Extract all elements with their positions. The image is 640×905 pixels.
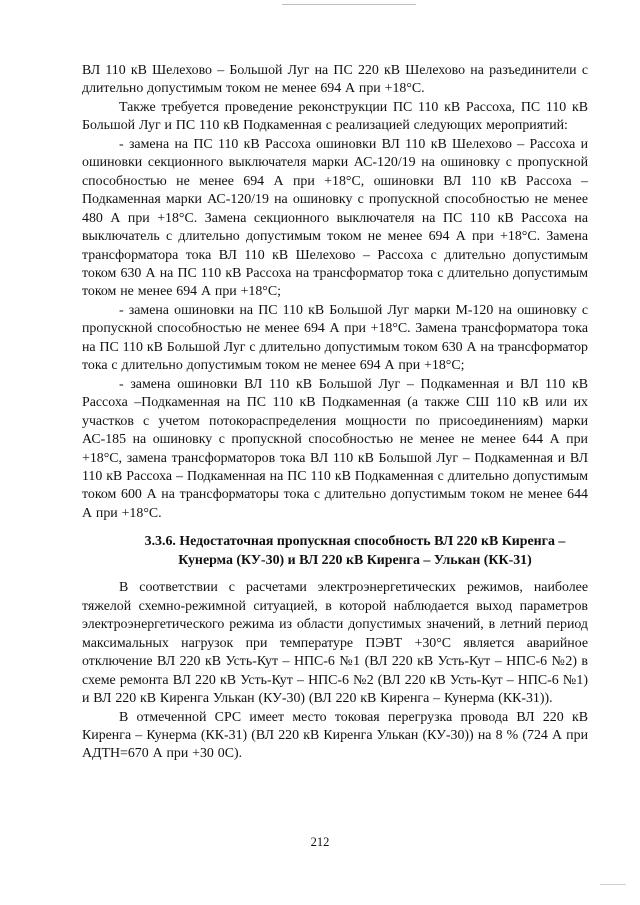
page-number: 212	[310, 835, 330, 849]
paragraph-overload: В отмеченной СРС имеет место токовая перегрузка провода ВЛ 220 кВ Киренга – Кунерма (КК-31) (ВЛ 220 кВ Киренга Улькан (КУ-30)) на 8 % (724 А при АДТН=670 А при +30 0С).	[82, 709, 588, 762]
section-heading	[82, 532, 588, 570]
list-item-podkamennaya: - замена ошиновки ВЛ 110 кВ Большой Луг – Подкаменная и ВЛ 110 кВ Рассоха –Подкаменная на ПС 110 кВ Подкаменная (а также СШ 110 кВ или их участков с учетом потокораспределения мощности по присоединениям) марки АС-185 на ошиновку с пропускной способностью не менее не менее 644 А при +18°С, замена трансформаторов тока ВЛ 110 кВ Большой Луг – Подкаменная и ВЛ 110 кВ Рассоха – Подкаменная на ПС 110 кВ Подкаменная с длительно допустимым током 600 А на трансформаторы тока с длительно допустимым током не менее 644 А при +18°С.	[82, 376, 588, 521]
document-page	[82, 62, 588, 764]
section-heading-line-2: Кунерма (КУ-30) и ВЛ 220 кВ Киренга – Улькан (КК-31)	[178, 553, 532, 569]
paragraph-regime-analysis: В соответствии с расчетами электроэнергетических режимов, наиболее тяжелой схемно-режимной ситуацией, в которой наблюдается выход параметров электроэнергетического режима из области допустимых значений, в летний период максимальных нагрузок при температуре ПЭВТ +30°С является аварийное отключение ВЛ 220 кВ Усть-Кут – НПС-6 №1 (ВЛ 220 кВ Усть-Кут – НПС-6 №2) в схеме ремонта ВЛ 220 кВ Усть-Кут – НПС-6 №2 (ВЛ 220 кВ Усть-Кут – НПС-6 №1) и ВЛ 220 кВ Киренга Улькан (КУ-30) (ВЛ 220 кВ Киренга – Кунерма (КК-31)).	[82, 580, 588, 707]
paragraph-continuation: ВЛ 110 кВ Шелехово – Большой Луг на ПС 220 кВ Шелехово на разъединители с длительно допустимым током не менее 694 А при +18°С.	[82, 63, 588, 97]
paragraph-reconstruction: Также требуется проведение реконструкции ПС 110 кВ Рассоха, ПС 110 кВ Большой Луг и ПС 110 кВ Подкаменная с реализацией следующих мероприятий:	[82, 99, 588, 134]
list-item-rassokha: - замена на ПС 110 кВ Рассоха ошиновки ВЛ 110 кВ Шелехово – Рассоха и ошиновки секционного выключателя марки АС-120/19 на ошиновку с пропускной способностью не менее 694 А при +18°С, ошиновки ВЛ 110 кВ Рассоха – Подкаменная марки АС-120/19 на ошиновку с пропускной способностью не менее 480 А при +18°С. Замена секционного выключателя на ПС 110 кВ Рассоха на выключатель с длительно допустимым током не менее 694 А при +18°С. Замена трансформатора тока ВЛ 110 кВ Шелехово – Рассоха с длительно допустимым током 630 А на ПС 110 кВ Рассоха на трансформатор тока с длительно допустимым током не менее 694 А при +18°С;	[82, 136, 588, 300]
scan-bottom-mark	[600, 884, 626, 885]
list-item-bolshoy-lug: - замена ошиновки на ПС 110 кВ Большой Луг марки М-120 на ошиновку с пропускной способностью не менее 694 А при +18°С. Замена трансформатора тока на ПС 110 кВ Большой Луг с длительно допустимым током 630 А на трансформатор тока с длительно допустимым током не менее 694 А при +18°С;	[82, 302, 588, 374]
section-heading-line-1: 3.3.6. Недостаточная пропускная способность ВЛ 220 кВ Киренга –	[144, 534, 566, 550]
scan-top-rule	[282, 4, 416, 5]
